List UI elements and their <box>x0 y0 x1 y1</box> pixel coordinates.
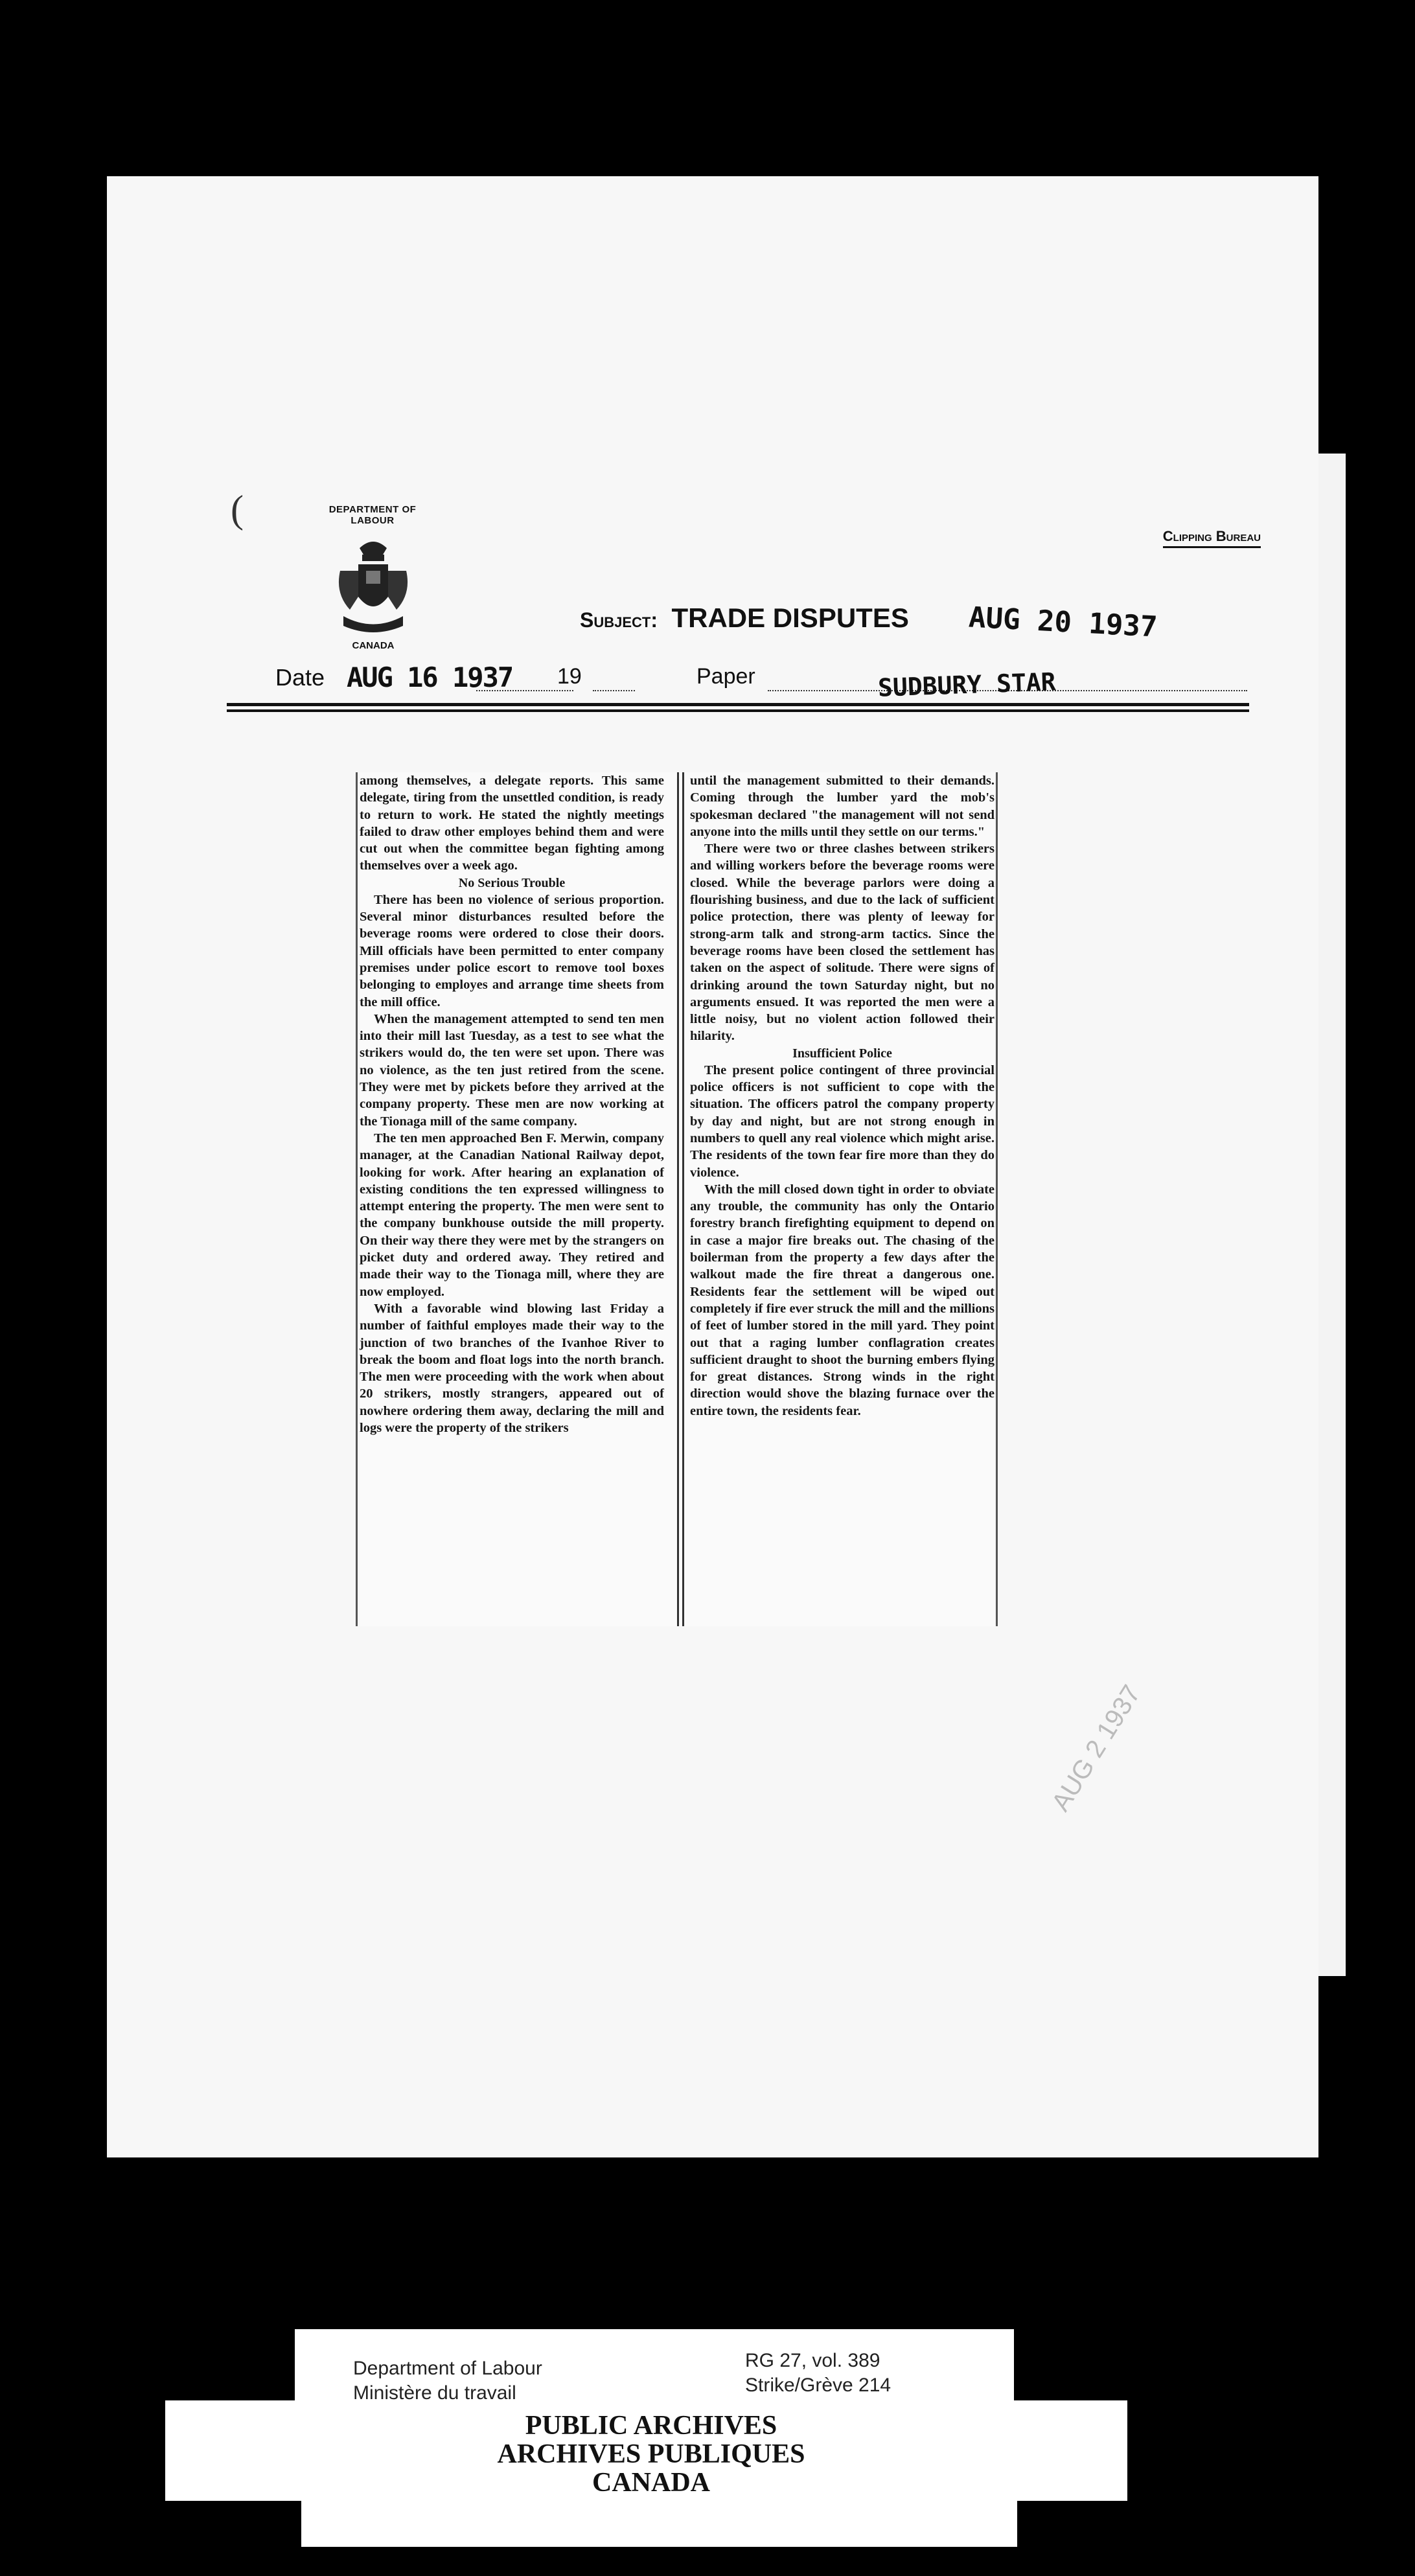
date-label: Date <box>275 664 325 691</box>
card-department <box>353 2356 542 2406</box>
department-label: DEPARTMENT OF LABOUR <box>328 504 417 526</box>
clipping-bureau-label: Clipping Bureau <box>1163 528 1261 548</box>
column-divider <box>677 772 679 1626</box>
card-title-line-1: PUBLIC ARCHIVES <box>525 2411 777 2441</box>
card-title-line-3: CANADA <box>592 2468 710 2498</box>
paragraph: When the management attempted to send ten men into their mill last Tuesday, as a test to see what the strikers would do, the ten were set upon. There was no violence, as the ten just retired from the scene. They were met by pickets before they arrived at the company property. These men are now working at the Tionaga mill of the same company. <box>360 1011 664 1129</box>
paragraph: until the management submitted to their demands. Coming through the lumber yard the mob's spokesman declared "the management will not send anyone into the mills until they settle on our terms." <box>690 774 995 839</box>
header-rule <box>227 703 1249 706</box>
paragraph: among themselves, a delegate reports. This same delegate, tiring from the unsettled condition, is ready to return to work. He stated the nightly meetings failed to draw other employes behind them and were cut out when the committee began fighting among themselves over a week ago. <box>360 774 664 873</box>
card-notch-bottom-left <box>165 2501 301 2547</box>
article-right-column <box>690 772 995 1420</box>
column-divider-secondary <box>682 772 684 1626</box>
paragraph: There has been no violence of serious proportion. Several minor disturbances resulted before the beverage rooms were ordered to close their doors. Mill officials have been permitted to enter company premises under police escort to remove tool boxes belonging to employes and arrange time sheets from the mill office. <box>360 892 664 1009</box>
card-notch-top-right <box>1014 2329 1127 2400</box>
paragraph: With a favorable wind blowing last Friday a number of faithful employes made their way to the junction of two branches of the Ivanhoe River to break the boom and float logs into the north branch. The men were proceeding with the work when about 20 strikers, mostly strangers, appeared out of nowhere ordering them away, declaring the mill and logs were the property of the strikers <box>360 1301 664 1435</box>
subject-value: TRADE DISPUTES <box>671 603 909 633</box>
card-strike: Strike/Grève 214 <box>745 2375 892 2396</box>
paper-stamp: SUDBURY STAR <box>877 667 1057 702</box>
faint-date-stamp: AUG 2 1937 <box>1046 1680 1146 1817</box>
paragraph: The ten men approached Ben F. Merwin, company manager, at the Canadian National Railway depot, looking for work. After hearing an explanation of existing conditions the ten expressed willingness to attempt entering the property. The men were sent to the company bunkhouse outside the mill property. On their way there they were met by the strangers on picket duty and ordered away. They retired and made their way to the Tionaga mill, where they are now employed. <box>360 1131 664 1299</box>
paragraph: There were two or three clashes between strikers and willing workers before the beverage rooms were closed. While the beverage parlors were doing a flourishing business, and due to the lack of sufficient police protection, there was plenty of leeway for strong-arm talk and strong-arm tactics. Since the beverage rooms have been closed the settlement has taken on the aspect of solitude. There were signs of drinking around the town Saturday night, but no arguments ensued. It was reported the men were a little noisy, but no violent action followed their hilarity. <box>690 842 995 1044</box>
date-stamp: AUG 16 1937 <box>347 661 513 693</box>
date-paper-row <box>275 661 1247 703</box>
subject-label: Subject: <box>580 608 658 632</box>
card-dept-en: Department of Labour <box>353 2358 542 2379</box>
canada-label: CANADA <box>352 640 395 651</box>
clipping-edge-right <box>996 772 998 1626</box>
subheading: No Serious Trouble <box>458 875 566 890</box>
bracket-mark: ( <box>231 488 244 531</box>
paragraph: The present police contingent of three provincial police officers is not sufficient to cope with the situation. The officers patrol the company property by day and night, but are not strong enough in numbers to quell any real violence which might arise. The residents of the town fear fire more than they do violence. <box>690 1063 995 1180</box>
card-dept-fr: Ministère du travail <box>353 2382 516 2404</box>
article-left-column <box>360 772 664 1436</box>
subheading: Insufficient Police <box>792 1046 892 1061</box>
year-dotted-line <box>593 690 635 691</box>
year-prefix: 19 <box>557 664 582 689</box>
card-archives-title <box>353 2411 949 2497</box>
card-ref: RG 27, vol. 389 <box>745 2350 880 2371</box>
card-title-line-2: ARCHIVES PUBLIQUES <box>497 2439 805 2469</box>
newspaper-clipping <box>360 772 995 1626</box>
card-notch-bottom-right <box>1017 2501 1127 2547</box>
header-rule-secondary <box>227 709 1249 712</box>
subject-line <box>580 603 909 634</box>
clipping-edge-left <box>356 772 358 1626</box>
paragraph: With the mill closed down tight in order to obviate any trouble, the community has only the Ontario forestry branch firefighting equipment to depend on in case a major fire breaks out. The chasing of the boilerman from the property a few days after the walkout made the fire threat a dangerous one. Residents fear the settlement will be wiped out completely if fire ever struck the mill and the millions of feet of lumber stored in the mill yard. They point out that a raging lumber conflagration creates sufficient draught to shoot the burning embers flying for great distances. Strong winds in the right direction would shove the blazing furnace over the entire town, the residents fear. <box>690 1182 995 1418</box>
card-reference <box>745 2349 891 2398</box>
card-notch-top-left <box>165 2329 295 2400</box>
received-date-stamp: AUG 20 1937 <box>967 601 1158 644</box>
coat-of-arms-icon <box>334 535 413 639</box>
date-dotted-line <box>476 690 573 691</box>
paper-label: Paper <box>696 664 755 689</box>
